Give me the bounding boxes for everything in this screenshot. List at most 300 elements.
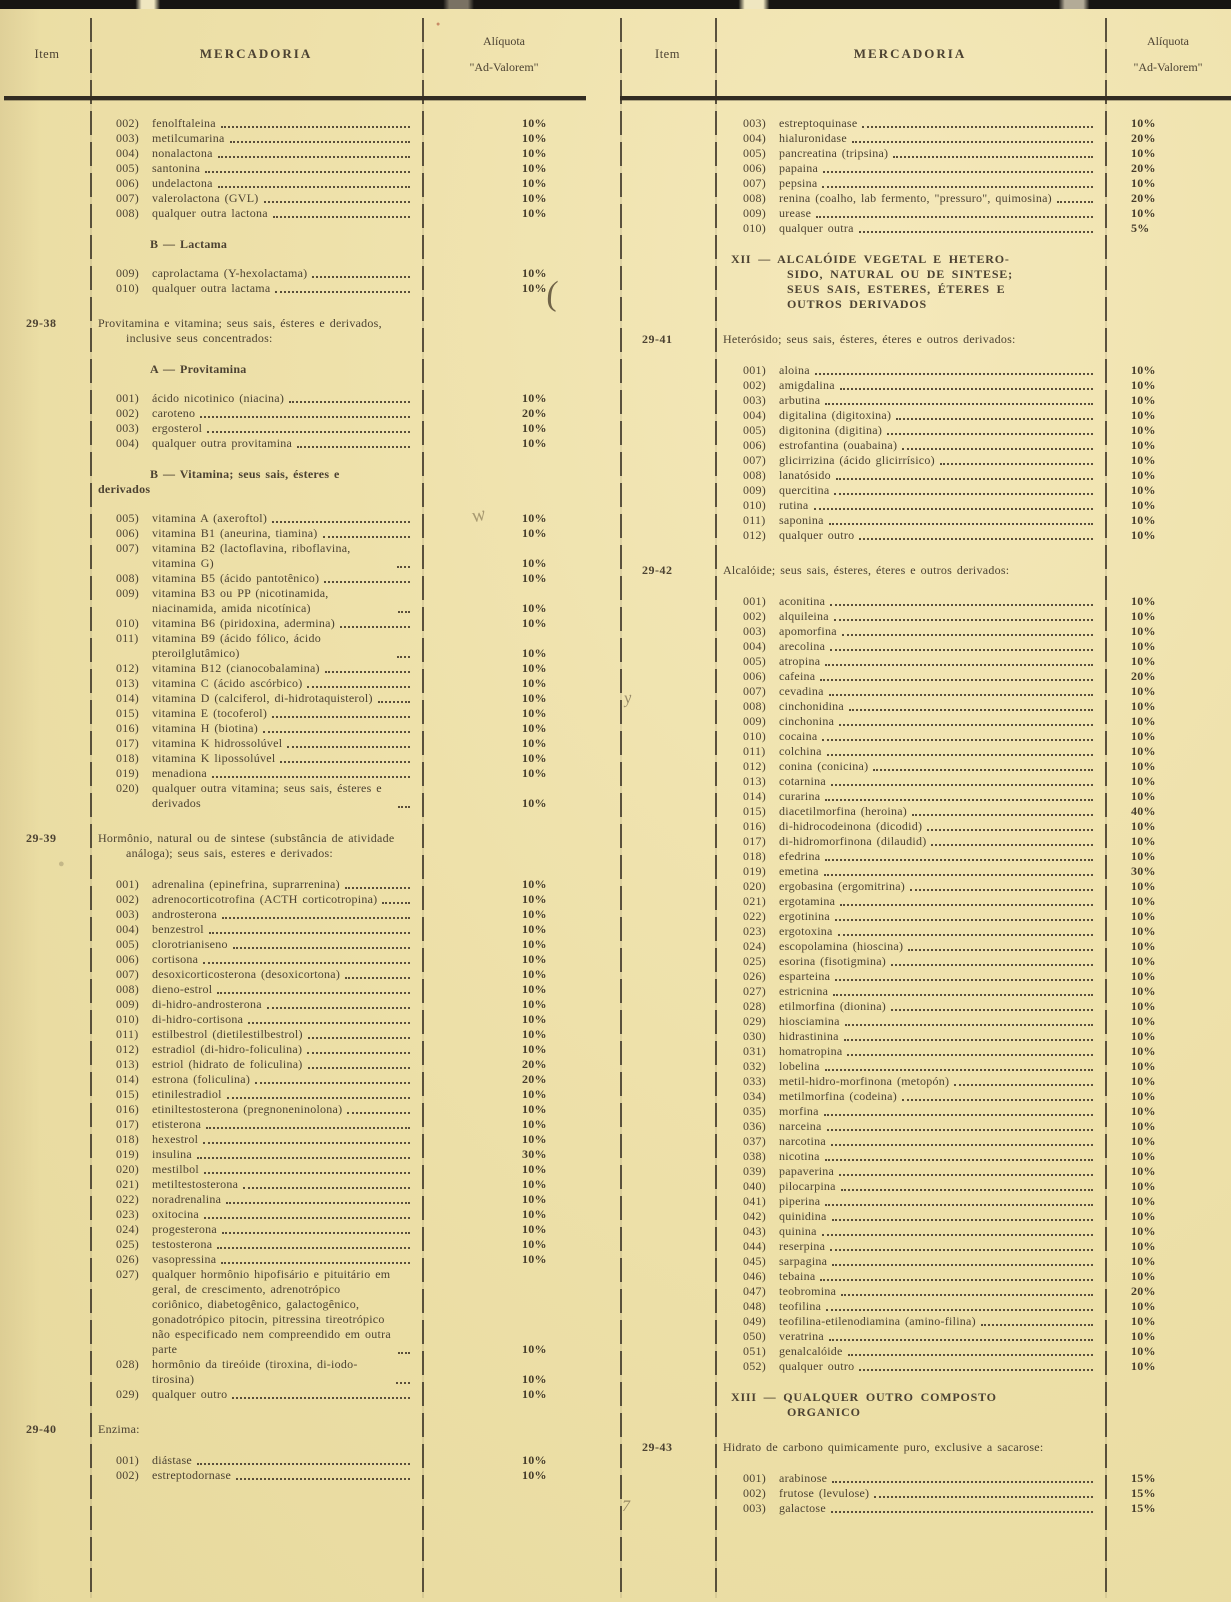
entry-number: 022) bbox=[743, 909, 766, 923]
rate-cell bbox=[422, 721, 586, 736]
entry-name: esorina (fisotigmina) bbox=[779, 954, 887, 968]
leader-dots bbox=[830, 604, 1093, 606]
item-cell bbox=[4, 571, 90, 586]
leader-dots bbox=[345, 977, 410, 979]
rate-cell bbox=[1105, 1179, 1231, 1194]
merc-cell bbox=[715, 879, 1105, 894]
merc-cell bbox=[715, 1134, 1105, 1149]
leader-dots bbox=[839, 1174, 1093, 1176]
merc-cell bbox=[90, 391, 422, 406]
section-heading-line: SEUS SAIS, ESTERES, ÉTERES E bbox=[787, 282, 1006, 296]
column-divider-line bbox=[1105, 18, 1107, 1598]
item-cell bbox=[620, 789, 715, 804]
table-row bbox=[620, 1440, 1231, 1455]
merc-cell bbox=[715, 864, 1105, 879]
rate-cell bbox=[422, 541, 586, 571]
entry-name: estradiol (di-hidro-foliculina) bbox=[152, 1042, 303, 1056]
entry-name: qualquer outra lactama bbox=[152, 281, 271, 295]
entry-name: esparteina bbox=[779, 969, 831, 983]
merc-cell bbox=[90, 967, 422, 982]
entry-name: cortisona bbox=[152, 952, 199, 966]
table-row bbox=[620, 393, 1231, 408]
entry-rate: 10% bbox=[522, 937, 547, 951]
table-row bbox=[620, 1284, 1231, 1299]
rate-cell bbox=[422, 266, 586, 281]
merc-cell bbox=[715, 468, 1105, 483]
leader-dots bbox=[308, 1067, 410, 1069]
merc-cell bbox=[715, 1014, 1105, 1029]
entry-number: 007) bbox=[743, 176, 766, 190]
rate-cell bbox=[1105, 1284, 1231, 1299]
merc-cell bbox=[715, 624, 1105, 639]
merc-cell bbox=[90, 1387, 422, 1402]
rate-cell bbox=[422, 161, 586, 176]
item-cell bbox=[4, 1468, 90, 1483]
leader-dots bbox=[396, 1382, 410, 1384]
merc-cell bbox=[90, 1102, 422, 1117]
leader-dots bbox=[848, 1354, 1093, 1356]
item-cell bbox=[620, 1254, 715, 1269]
entry-name: undelactona bbox=[152, 176, 213, 190]
merc-cell bbox=[90, 526, 422, 541]
table-row bbox=[620, 206, 1231, 221]
entry-number: 010) bbox=[116, 1012, 139, 1026]
merc-cell bbox=[715, 483, 1105, 498]
leader-dots bbox=[830, 1249, 1093, 1251]
leader-dots bbox=[206, 1127, 410, 1129]
merc-cell bbox=[90, 362, 422, 377]
table-row bbox=[620, 1194, 1231, 1209]
leader-dots bbox=[324, 581, 410, 583]
merc-cell bbox=[715, 969, 1105, 984]
column-header-item: Item bbox=[655, 46, 680, 61]
entry-number: 009) bbox=[116, 997, 139, 1011]
item-cell bbox=[620, 1344, 715, 1359]
rate-cell bbox=[1105, 639, 1231, 654]
leader-dots bbox=[825, 1159, 1093, 1161]
entry-rate: 10% bbox=[522, 997, 547, 1011]
item-cell bbox=[4, 1087, 90, 1102]
item-cell bbox=[4, 877, 90, 892]
item-cell bbox=[4, 1252, 90, 1267]
merc-cell bbox=[715, 594, 1105, 609]
entry-rate: 10% bbox=[522, 176, 547, 190]
entry-name: oxitocina bbox=[152, 1207, 199, 1221]
entry-name: estriol (hidrato de foliculina) bbox=[152, 1057, 303, 1071]
rate-cell bbox=[422, 362, 586, 377]
item-cell bbox=[4, 766, 90, 781]
table-row bbox=[620, 438, 1231, 453]
item-cell bbox=[620, 1044, 715, 1059]
rate-cell bbox=[422, 736, 586, 751]
leader-dots bbox=[831, 1511, 1093, 1513]
pencil-7-mark: 7 bbox=[622, 1498, 630, 1515]
entry-name: vitamina K hidrossolúvel bbox=[152, 736, 283, 750]
entry-rate: 10% bbox=[522, 1102, 547, 1116]
leader-dots bbox=[827, 1129, 1093, 1131]
entry-rate: 10% bbox=[1131, 1134, 1156, 1148]
item-cell bbox=[620, 1440, 715, 1455]
entry-name: qualquer outra bbox=[779, 221, 854, 235]
rate-cell bbox=[1105, 1486, 1231, 1501]
leader-dots bbox=[255, 1082, 410, 1084]
merc-cell bbox=[715, 498, 1105, 513]
item-cell bbox=[4, 1267, 90, 1357]
entry-number: 027) bbox=[743, 984, 766, 998]
entry-name: mestilbol bbox=[152, 1162, 199, 1176]
leader-dots bbox=[841, 1189, 1093, 1191]
item-cell bbox=[620, 1239, 715, 1254]
rate-cell bbox=[422, 436, 586, 451]
entry-rate: 10% bbox=[1131, 206, 1156, 220]
rate-cell bbox=[1105, 624, 1231, 639]
rate-cell bbox=[422, 1453, 586, 1468]
entry-name: metil-hidro-morfinona (metopón) bbox=[779, 1074, 950, 1088]
entry-number: 010) bbox=[743, 221, 766, 235]
rate-cell bbox=[422, 131, 586, 146]
item-cell bbox=[620, 819, 715, 834]
table-row bbox=[620, 699, 1231, 714]
item-description: Hidrato de carbono quimicamente puro, exclusive a sacarose: bbox=[723, 1440, 1044, 1454]
entry-number: 001) bbox=[743, 594, 766, 608]
entry-rate: 10% bbox=[1131, 1059, 1156, 1073]
item-cell bbox=[620, 191, 715, 206]
entry-rate: 10% bbox=[522, 436, 547, 450]
rate-cell bbox=[1105, 759, 1231, 774]
rate-cell bbox=[1105, 1014, 1231, 1029]
item-cell bbox=[4, 1387, 90, 1402]
item-description: Heterósido; seus sais, ésteres, éteres e outros derivados: bbox=[723, 332, 1016, 346]
entry-rate: 10% bbox=[1131, 744, 1156, 758]
merc-cell bbox=[90, 161, 422, 176]
entry-number: 040) bbox=[743, 1179, 766, 1193]
rate-cell bbox=[422, 1192, 586, 1207]
rate-cell bbox=[1105, 393, 1231, 408]
table-row bbox=[620, 176, 1231, 191]
item-cell bbox=[620, 729, 715, 744]
entry-number: 012) bbox=[743, 759, 766, 773]
entry-name: insulina bbox=[152, 1147, 192, 1161]
item-cell bbox=[620, 1486, 715, 1501]
merc-cell bbox=[90, 467, 422, 497]
merc-cell bbox=[715, 1149, 1105, 1164]
entry-rate: 10% bbox=[1131, 1164, 1156, 1178]
merc-cell bbox=[715, 699, 1105, 714]
rate-cell bbox=[422, 526, 586, 541]
entry-rate: 10% bbox=[522, 766, 547, 780]
entry-rate: 10% bbox=[522, 266, 547, 280]
leader-dots bbox=[835, 919, 1093, 921]
entry-rate: 10% bbox=[522, 526, 547, 540]
merc-cell bbox=[90, 436, 422, 451]
merc-cell bbox=[715, 1044, 1105, 1059]
entry-number: 027) bbox=[116, 1267, 139, 1281]
merc-cell bbox=[90, 571, 422, 586]
merc-cell bbox=[715, 999, 1105, 1014]
leader-dots bbox=[243, 1187, 410, 1189]
entry-number: 012) bbox=[116, 1042, 139, 1056]
table-row bbox=[620, 594, 1231, 609]
entry-name: vitamina A (axeroftol) bbox=[152, 511, 268, 525]
entry-number: 039) bbox=[743, 1164, 766, 1178]
entry-number: 036) bbox=[743, 1119, 766, 1133]
leader-dots bbox=[307, 1052, 410, 1054]
item-cell bbox=[4, 736, 90, 751]
item-cell bbox=[620, 453, 715, 468]
entry-name: adrenocorticotrofina (ACTH corticotropina) bbox=[152, 892, 378, 906]
table-row bbox=[620, 1359, 1231, 1374]
leader-dots bbox=[382, 902, 410, 904]
item-cell bbox=[620, 744, 715, 759]
entry-name: vitamina B6 (piridoxina, adermina) bbox=[152, 616, 335, 630]
leader-dots bbox=[825, 403, 1093, 405]
column-divider-line bbox=[90, 18, 92, 1598]
entry-name: narcotina bbox=[779, 1134, 826, 1148]
merc-cell bbox=[90, 131, 422, 146]
entry-rate: 10% bbox=[522, 691, 547, 705]
rate-cell bbox=[422, 1027, 586, 1042]
merc-cell bbox=[90, 281, 422, 296]
entry-name: nicotina bbox=[779, 1149, 820, 1163]
entry-rate: 10% bbox=[522, 982, 547, 996]
entry-name: renina (coalho, lab fermento, "pressuro", quimosina) bbox=[779, 191, 1052, 205]
merc-cell bbox=[715, 1471, 1105, 1486]
leader-dots bbox=[902, 448, 1093, 450]
entry-rate: 10% bbox=[1131, 999, 1156, 1013]
entry-rate: 10% bbox=[1131, 393, 1156, 407]
entry-name: ácido nicotinico (niacina) bbox=[152, 391, 285, 405]
rate-cell bbox=[1105, 498, 1231, 513]
table-row bbox=[620, 563, 1231, 578]
ad-valorem-label: "Ad-Valorem" bbox=[469, 60, 539, 74]
rate-cell bbox=[1105, 714, 1231, 729]
entry-name: atropina bbox=[779, 654, 821, 668]
item-cell bbox=[620, 1164, 715, 1179]
leader-dots bbox=[893, 156, 1093, 158]
entry-number: 006) bbox=[116, 952, 139, 966]
table-row bbox=[620, 453, 1231, 468]
entry-number: 019) bbox=[116, 1147, 139, 1161]
item-cell bbox=[620, 939, 715, 954]
entry-name: vitamina E (tocoferol) bbox=[152, 706, 268, 720]
entry-rate: 10% bbox=[1131, 438, 1156, 452]
entry-rate: 30% bbox=[522, 1147, 547, 1161]
leader-dots bbox=[378, 701, 410, 703]
entry-number: 012) bbox=[743, 528, 766, 542]
table-row bbox=[620, 834, 1231, 849]
leader-dots bbox=[222, 1232, 410, 1234]
rate-cell bbox=[1105, 116, 1231, 131]
entry-name: estreptoquinase bbox=[779, 116, 858, 130]
entry-number: 015) bbox=[743, 804, 766, 818]
entry-number: 047) bbox=[743, 1284, 766, 1298]
leader-dots bbox=[221, 126, 410, 128]
entry-number: 003) bbox=[743, 393, 766, 407]
entry-number: 048) bbox=[743, 1299, 766, 1313]
entry-name: clorotrianiseno bbox=[152, 937, 228, 951]
merc-cell bbox=[715, 161, 1105, 176]
item-cell bbox=[4, 362, 90, 377]
rate-cell bbox=[1105, 1224, 1231, 1239]
item-cell bbox=[620, 774, 715, 789]
entry-name: narceina bbox=[779, 1119, 822, 1133]
entry-name: hidrastinina bbox=[779, 1029, 839, 1043]
rate-cell bbox=[1105, 1089, 1231, 1104]
leader-dots bbox=[831, 1144, 1093, 1146]
rate-cell bbox=[1105, 483, 1231, 498]
merc-cell bbox=[90, 511, 422, 526]
entry-name: ergotoxina bbox=[779, 924, 833, 938]
merc-cell bbox=[90, 1453, 422, 1468]
table-row bbox=[620, 1390, 1231, 1420]
entry-rate: 10% bbox=[1131, 789, 1156, 803]
table-row bbox=[620, 1149, 1231, 1164]
rate-cell bbox=[422, 1057, 586, 1072]
subheading-line: A — Provitamina bbox=[150, 362, 247, 376]
entry-name: desoxicorticosterona (desoxicortona) bbox=[152, 967, 341, 981]
entry-number: 005) bbox=[116, 511, 139, 525]
rate-cell bbox=[422, 1012, 586, 1027]
entry-rate: 10% bbox=[522, 1207, 547, 1221]
entry-rate: 10% bbox=[522, 146, 547, 160]
entry-rate: 15% bbox=[1131, 1501, 1156, 1515]
item-cell bbox=[4, 191, 90, 206]
table-row bbox=[620, 363, 1231, 378]
leader-dots bbox=[203, 1142, 410, 1144]
entry-name: vitamina K lipossolúvel bbox=[152, 751, 276, 765]
leader-dots bbox=[841, 1294, 1093, 1296]
table-row bbox=[620, 252, 1231, 312]
entry-number: 041) bbox=[743, 1194, 766, 1208]
item-cell bbox=[620, 1390, 715, 1420]
entry-name: teofilina bbox=[779, 1299, 822, 1313]
entry-number: 049) bbox=[743, 1314, 766, 1328]
leader-dots bbox=[981, 1324, 1093, 1326]
rate-cell bbox=[422, 1162, 586, 1177]
entry-number: 033) bbox=[743, 1074, 766, 1088]
item-cell bbox=[4, 467, 90, 497]
rate-cell bbox=[422, 1042, 586, 1057]
leader-dots bbox=[205, 171, 410, 173]
rate-cell bbox=[422, 206, 586, 221]
leader-dots bbox=[218, 156, 410, 158]
item-cell bbox=[620, 1299, 715, 1314]
table-row bbox=[620, 1044, 1231, 1059]
section-heading-line: OUTROS DERIVADOS bbox=[787, 297, 927, 311]
pen-brace-mark: ( bbox=[544, 275, 560, 314]
rate-cell bbox=[422, 892, 586, 907]
right-table-body bbox=[620, 100, 1231, 1516]
left-page-column bbox=[4, 12, 586, 1598]
entry-name: pilocarpina bbox=[779, 1179, 836, 1193]
rate-cell bbox=[1105, 924, 1231, 939]
leader-dots bbox=[230, 141, 410, 143]
item-cell bbox=[620, 864, 715, 879]
entry-name: veratrina bbox=[779, 1329, 824, 1343]
merc-cell bbox=[715, 1269, 1105, 1284]
entry-name: estreptodornase bbox=[152, 1468, 232, 1482]
entry-number: 002) bbox=[116, 406, 139, 420]
item-cell bbox=[620, 408, 715, 423]
entry-number: 004) bbox=[743, 639, 766, 653]
entry-name: piperina bbox=[779, 1194, 821, 1208]
entry-name: etinilestradiol bbox=[152, 1087, 222, 1101]
rate-cell bbox=[1105, 1134, 1231, 1149]
entry-rate: 10% bbox=[1131, 984, 1156, 998]
item-cell bbox=[620, 804, 715, 819]
item-cell bbox=[620, 146, 715, 161]
section-heading bbox=[715, 252, 1105, 312]
rate-cell bbox=[422, 237, 586, 252]
merc-cell bbox=[715, 332, 1105, 347]
entry-rate: 10% bbox=[522, 1237, 547, 1251]
leader-dots bbox=[820, 679, 1093, 681]
rate-cell bbox=[1105, 834, 1231, 849]
entry-rate: 30% bbox=[1131, 864, 1156, 878]
table-row bbox=[620, 999, 1231, 1014]
item-number: 29-40 bbox=[26, 1422, 57, 1436]
entry-name: metilmorfina (codeina) bbox=[779, 1089, 897, 1103]
subheading-line: B — Lactama bbox=[150, 237, 228, 251]
entry-name: santonina bbox=[152, 161, 201, 175]
merc-cell bbox=[90, 781, 422, 811]
table-row bbox=[620, 1314, 1231, 1329]
table-row bbox=[620, 191, 1231, 206]
entry-rate: 10% bbox=[1131, 1194, 1156, 1208]
entry-name: frutose (levulose) bbox=[779, 1486, 870, 1500]
item-cell bbox=[620, 1179, 715, 1194]
rate-cell bbox=[1105, 1269, 1231, 1284]
rate-cell bbox=[1105, 1440, 1231, 1455]
entry-rate: 10% bbox=[522, 1027, 547, 1041]
leader-dots bbox=[845, 1024, 1093, 1026]
merc-cell bbox=[715, 939, 1105, 954]
aliquota-label: Alíquota bbox=[483, 34, 525, 48]
entry-rate: 10% bbox=[1131, 378, 1156, 392]
entry-rate: 10% bbox=[1131, 1359, 1156, 1373]
entry-number: 016) bbox=[116, 1102, 139, 1116]
item-number: 29-41 bbox=[642, 332, 673, 346]
entry-rate: 10% bbox=[522, 1042, 547, 1056]
leader-dots bbox=[200, 416, 410, 418]
rate-cell bbox=[1105, 131, 1231, 146]
merc-cell bbox=[715, 1104, 1105, 1119]
entry-name: cotarnina bbox=[779, 774, 826, 788]
rate-cell bbox=[1105, 1149, 1231, 1164]
entry-name: quercitina bbox=[779, 483, 830, 497]
leader-dots bbox=[340, 626, 410, 628]
leader-dots bbox=[827, 754, 1093, 756]
entry-rate: 10% bbox=[1131, 1179, 1156, 1193]
leader-dots bbox=[940, 463, 1093, 465]
rate-cell bbox=[422, 831, 586, 861]
rate-cell bbox=[422, 937, 586, 952]
rate-cell bbox=[1105, 1209, 1231, 1224]
leader-dots bbox=[842, 634, 1093, 636]
leader-dots bbox=[212, 776, 410, 778]
rate-cell bbox=[1105, 468, 1231, 483]
leader-dots bbox=[847, 1054, 1093, 1056]
merc-cell bbox=[90, 146, 422, 161]
entry-rate: 10% bbox=[522, 1453, 547, 1467]
entry-number: 002) bbox=[743, 609, 766, 623]
rate-cell bbox=[1105, 146, 1231, 161]
item-cell bbox=[620, 714, 715, 729]
entry-rate: 10% bbox=[1131, 909, 1156, 923]
entry-number: 002) bbox=[743, 1486, 766, 1500]
rate-cell bbox=[1105, 252, 1231, 312]
leader-dots bbox=[826, 1309, 1093, 1311]
